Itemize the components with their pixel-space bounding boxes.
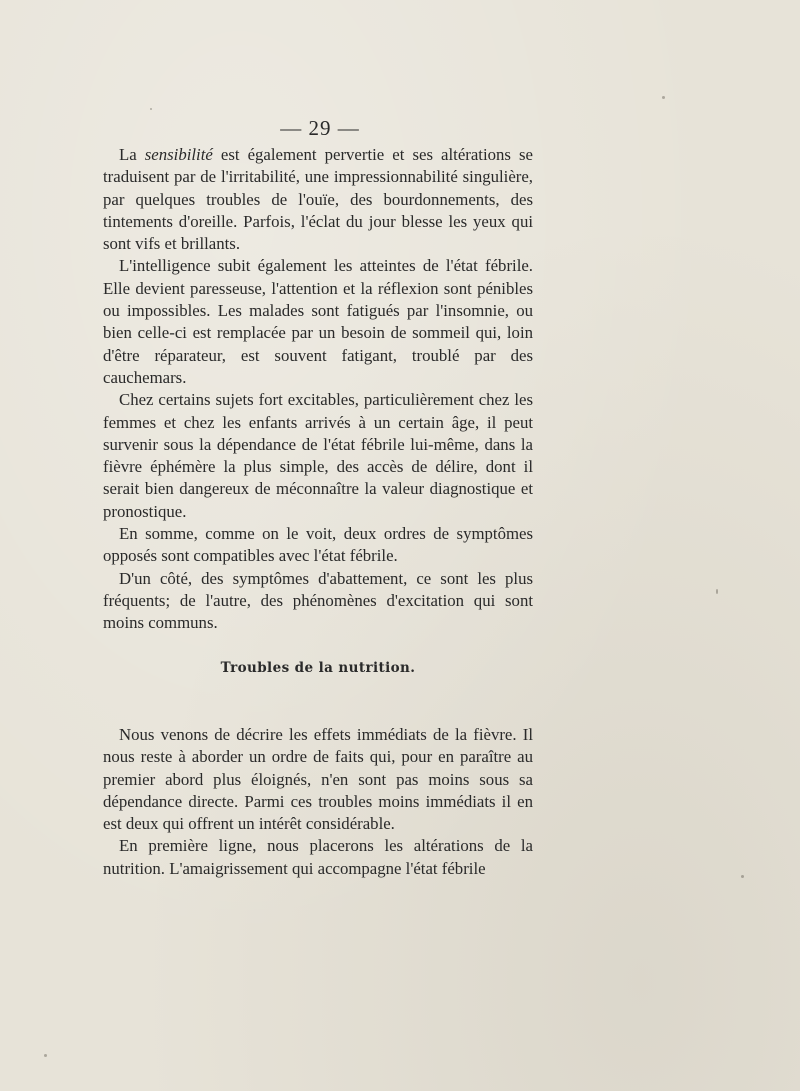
paper-speck	[44, 1054, 47, 1057]
paper-speck	[662, 96, 665, 99]
body-text-lower	[103, 724, 533, 880]
paragraph-en-somme: En somme, comme on le voit, deux ordres de symptômes opposés sont compatibles avec l'état fébrile.	[103, 524, 533, 566]
body-text-upper	[103, 144, 533, 635]
paper-speck	[716, 589, 718, 594]
page-number: — 29 —	[280, 116, 360, 140]
italic-term: sensibilité	[144, 145, 213, 164]
paragraph-lead: La	[119, 145, 145, 164]
paper-speck	[150, 108, 152, 110]
paragraph-d-un-cote: D'un côté, des symptômes d'abattement, ce sont les plus fréquents; de l'autre, des phénomènes d'excitation qui sont moins communs.	[103, 568, 533, 633]
paragraph-sujets-excitables: Chez certains sujets fort excitables, particulièrement chez les femmes et chez les enfants arrivés à un certain âge, il peut survenir sous la dépendance de l'état fébrile lui-même, dans la fièvre éphémère la plus simple, des accès de délire, dont il serait bien dangereux de méconnaître la valeur diagnostique et pronostique.	[103, 390, 533, 521]
section-heading: Troubles de la nutrition.	[220, 660, 416, 676]
paragraph-sensibilite	[103, 144, 533, 255]
paragraph-premiere-ligne: En première ligne, nous placerons les altérations de la nutrition. L'amaigrissement qui accompagne l'état fébrile	[103, 836, 533, 878]
paper-speck	[741, 875, 744, 878]
paragraph-intelligence: L'intelligence subit également les atteintes de l'état fébrile. Elle devient paresseuse, l'attention et la réflexion sont pénibles ou impossibles. Les malades sont fatigués par l'insomnie, ou bien celle-ci est remplacée par un besoin de sommeil qui, loin d'être réparateur, est souvent fatigant, troublé par des cauchemars.	[103, 256, 533, 387]
paragraph-effets-immediats: Nous venons de décrire les effets immédiats de la fièvre. Il nous reste à aborder un ordre de faits qui, pour en paraître au premier abord plus éloignés, n'en sont pas moins sous sa dépendance directe. Parmi ces troubles moins immédiats il en est deux qui offrent un intérêt considérable.	[103, 725, 533, 834]
paragraph-text: est également pervertie et ses altérations se traduisent par de l'irritabilité, une impressionnabilité singulière, par quelques troubles de l'ouïe, des bourdonnements, des tintements d'oreille. Parfois, l'éclat du jour blesse les yeux qui sont vifs et brillants.	[103, 145, 533, 254]
